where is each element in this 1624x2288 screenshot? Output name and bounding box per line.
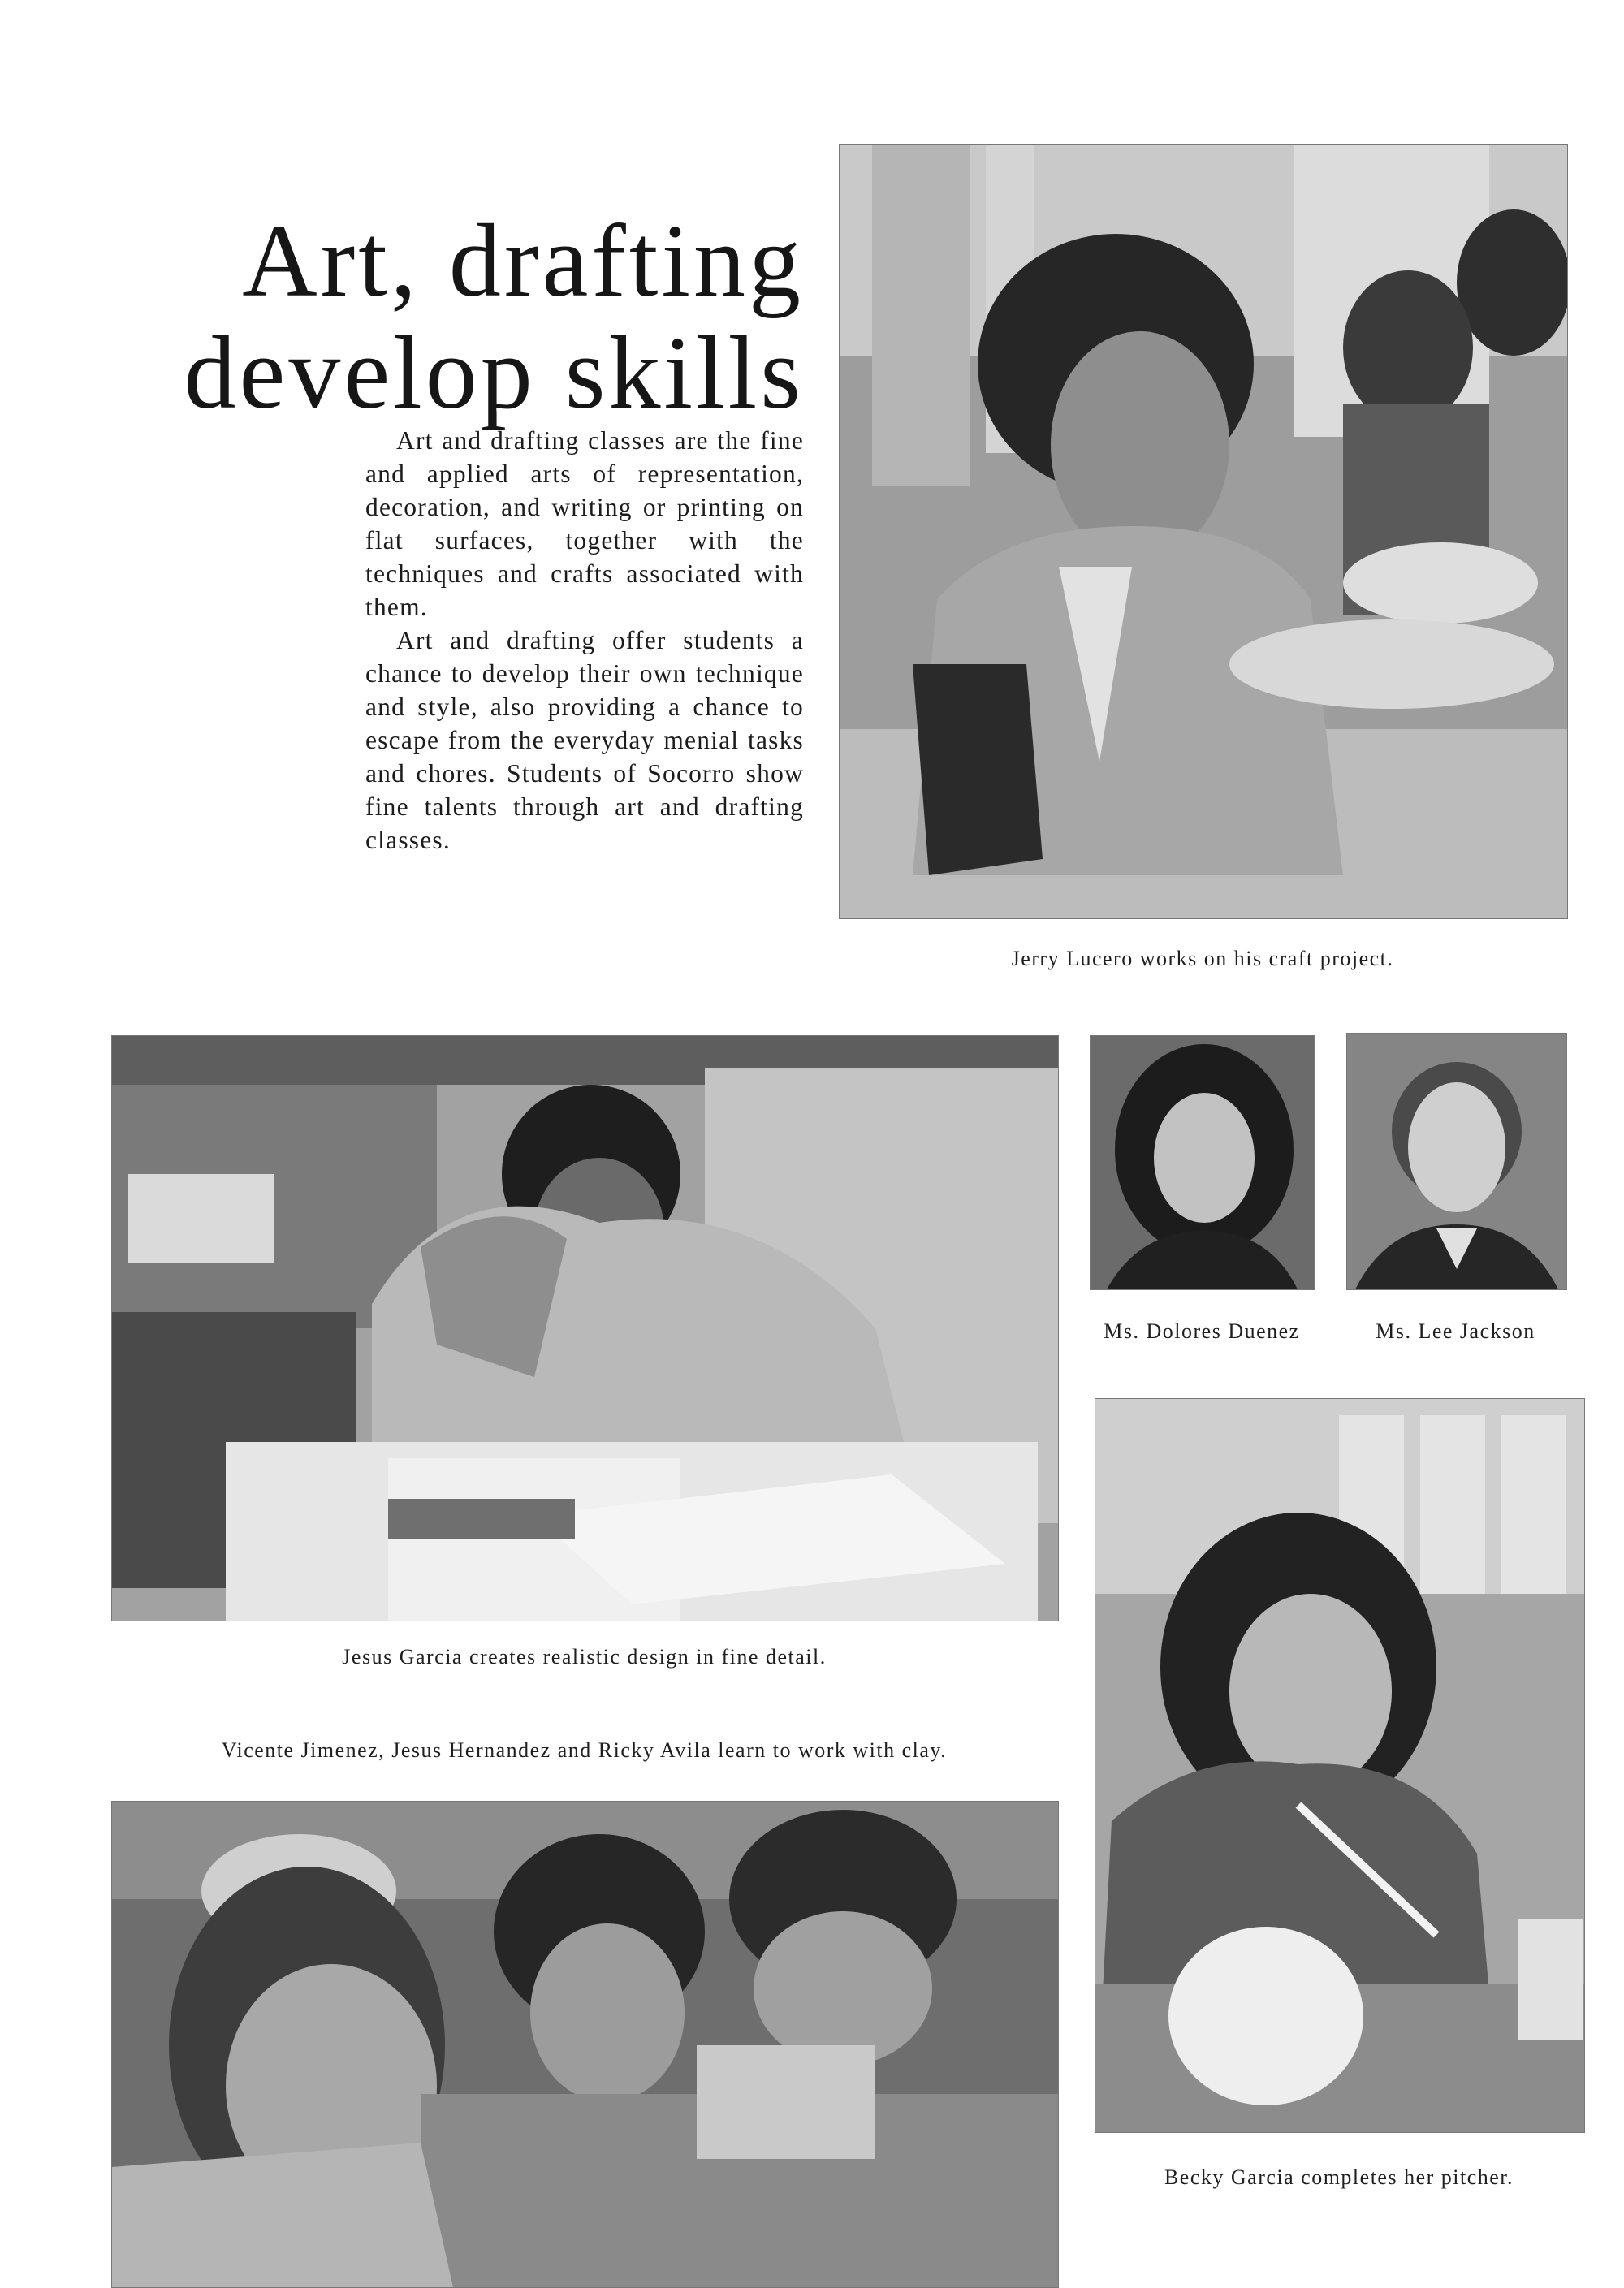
- photo-clay-group: [111, 1801, 1059, 2288]
- photo-jesus-garcia: [111, 1035, 1059, 1621]
- caption-becky-garcia: Becky Garcia completes her pitcher.: [1164, 2165, 1514, 2189]
- paragraph-1: Art and drafting classes are the fine and applied arts of representation, decoration, and writing or printing on flat surfaces, together with the techniques and crafts associated with them.: [365, 426, 804, 621]
- headline-line-1: Art, drafting: [242, 203, 804, 318]
- paragraph-2: Art and drafting offer students a chance to develop their own technique and style, also providing a chance to escape from the everyday menial tasks and chores. Students of Socorro show fine talents through art and drafting classes.: [365, 626, 804, 854]
- caption-dolores-duenez: Ms. Dolores Duenez: [1104, 1319, 1300, 1343]
- photo-becky-garcia: [1095, 1398, 1585, 2133]
- photo-lee-jackson: [1346, 1033, 1567, 1290]
- caption-lee-jackson: Ms. Lee Jackson: [1376, 1319, 1535, 1343]
- headline-line-2: develop skills: [184, 315, 804, 430]
- photo-jerry-lucero: [839, 144, 1568, 919]
- caption-jerry-lucero: Jerry Lucero works on his craft project.: [1011, 947, 1394, 970]
- caption-jesus-garcia: Jesus Garcia creates realistic design in fine detail.: [342, 1645, 827, 1669]
- page-title: [114, 205, 804, 429]
- caption-clay: Vicente Jimenez, Jesus Hernandez and Ricky Avila learn to work with clay.: [221, 1738, 948, 1762]
- photo-dolores-duenez: [1090, 1035, 1315, 1290]
- article-body: [365, 424, 804, 857]
